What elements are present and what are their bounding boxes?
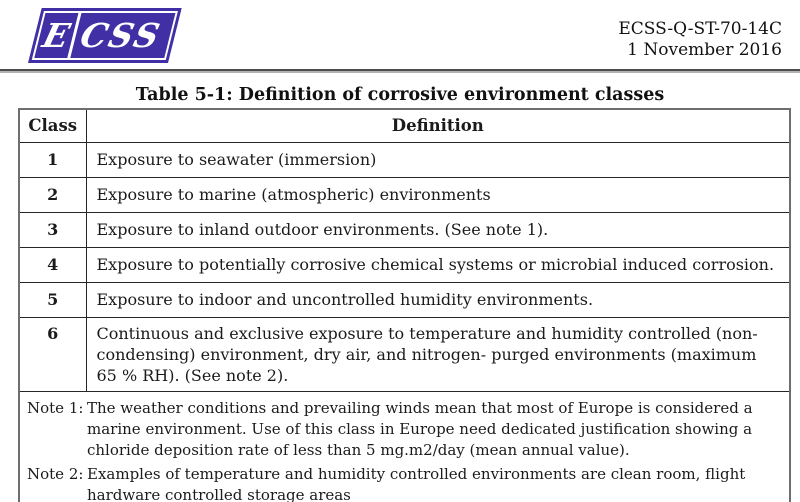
class-number: 4: [19, 247, 86, 282]
document-meta: [618, 8, 782, 61]
note-2-label: Note 2:: [27, 464, 84, 483]
class-number: 6: [19, 317, 86, 391]
class-number: 1: [19, 142, 86, 177]
document-header: [0, 0, 800, 63]
ecss-logo-frame: [28, 8, 182, 63]
class-definition: Exposure to inland outdoor environments. (See note 1).: [86, 212, 790, 247]
note-1-label: Note 1:: [27, 398, 84, 417]
table-row-class-6: [19, 317, 790, 391]
class-definition: Exposure to marine (atmospheric) environments: [86, 177, 790, 212]
ecss-logo-letter-e: E: [34, 13, 78, 58]
header-divider: [0, 69, 800, 73]
class-definition: Exposure to seawater (immersion): [86, 142, 790, 177]
class-definition: Continuous and exclusive exposure to temperature and humidity controlled (non-condensing) environment, dry air, and nitrogen- purged environments (maximum 65 % RH). (See note 2).: [86, 317, 790, 391]
class-number: 3: [19, 212, 86, 247]
table-title: Table 5-1: Definition of corrosive environment classes: [135, 85, 665, 105]
note-1: [27, 398, 781, 461]
ecss-logo: [16, 8, 168, 63]
class-definition: Exposure to potentially corrosive chemical systems or microbial induced corrosion.: [86, 247, 790, 282]
table-header-row: [19, 109, 790, 142]
class-definition: Exposure to indoor and uncontrolled humidity environments.: [86, 282, 790, 317]
table-row-class-5: [19, 282, 790, 317]
doc-date: 1 November 2016: [627, 40, 782, 60]
table-row-class-3: [19, 212, 790, 247]
note-2-text: Examples of temperature and humidity controlled environments are clean room, flight hardware controlled storage areas: [87, 464, 746, 502]
note-1-text: The weather conditions and prevailing winds mean that most of Europe is considered a marine environment. Use of this class in Europe need dedicated justification showing a chloride deposition rate of less than 5 mg.m2/day (mean annual value).: [87, 398, 753, 459]
class-number: 2: [19, 177, 86, 212]
note-2: [27, 464, 781, 502]
table-notes-row: [19, 391, 790, 502]
column-header-definition: Definition: [86, 109, 790, 142]
notes-cell: [19, 391, 790, 502]
corrosive-classes-table: [18, 108, 791, 502]
table-row-class-2: [19, 177, 790, 212]
table-row-class-4: [19, 247, 790, 282]
ecss-logo-letters-css: CSS: [70, 13, 175, 58]
class-number: 5: [19, 282, 86, 317]
doc-code: ECSS-Q-ST-70-14C: [618, 19, 782, 39]
column-header-class: Class: [19, 109, 86, 142]
table-row-class-1: [19, 142, 790, 177]
